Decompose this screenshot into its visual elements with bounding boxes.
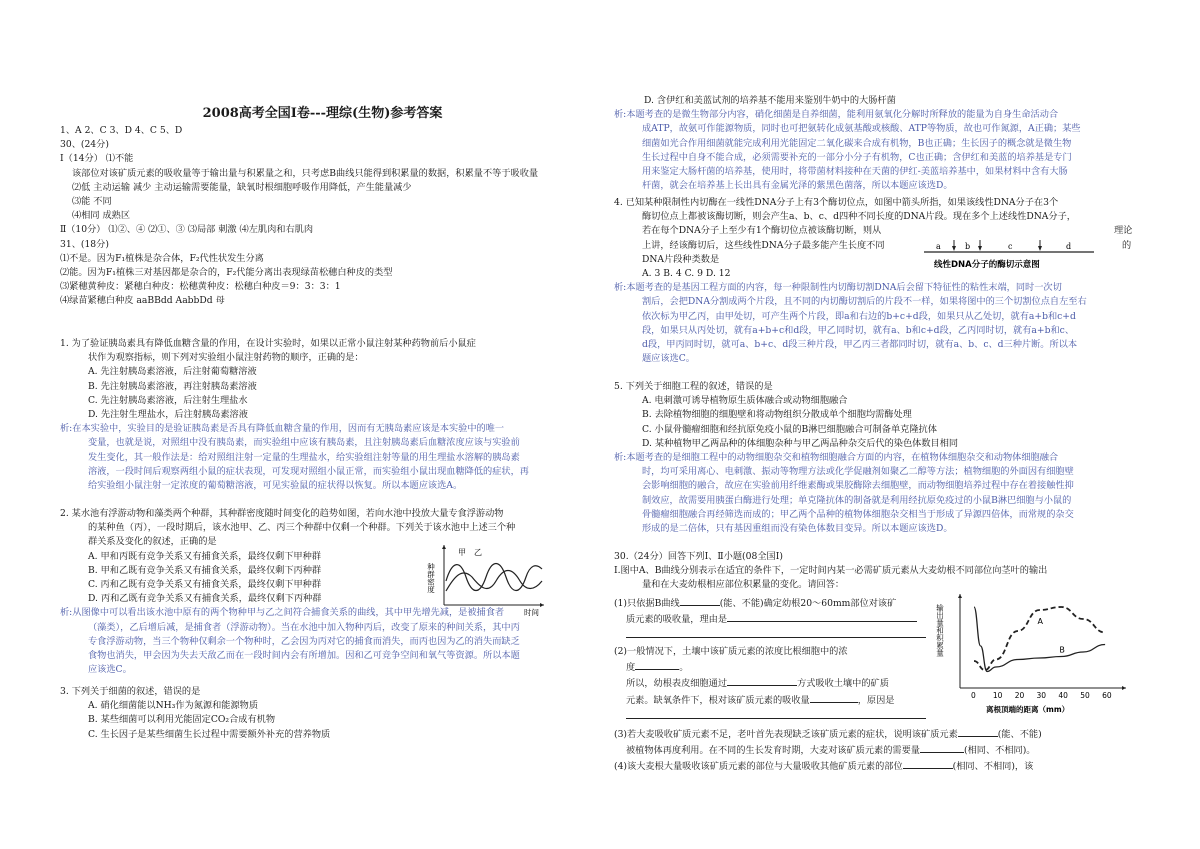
q30-head: 30.（24分）回答下列Ⅰ、Ⅱ小题(08全国Ⅰ) [614,551,783,562]
q2-option-c: C. 丙和乙既有竞争关系又有捕食关系，最终仅剩下甲种群 [88,579,322,591]
blank-1[interactable] [680,595,720,606]
q30-I-3: ⑶能 不同 [72,196,112,208]
fig-series-a: 甲 [458,548,466,557]
q30-s2f: 元素。缺氧条件下，根对该矿质元素的吸收量 [626,694,810,706]
q31-1: ⑴不是。因为F₁植株是杂合体，F₂代性状发生分离 [60,252,264,264]
chart-x-label: 离根顶端的距离（mm） [986,705,1070,714]
q30-s4a: (4)该大麦根大量吸收该矿质元素的部位与大量吸收其他矿质元素的部位 [614,761,903,773]
q3-option-d: D. 含伊红和美蓝试剂的培养基不能用来鉴别牛奶中的大肠杆菌 [644,95,896,106]
q2-option-a: A. 甲和丙既有竞争关系又有捕食关系，最终仅剩下甲种群 [88,550,321,562]
q3-ana-4: 用来鉴定大肠杆菌的培养基，使用时，将带菌材料接种在天菌的伊红-美蓝培养基中，如果材料中含有大肠 [642,166,1068,178]
q30-s2b: 度 [626,662,636,674]
q30-s2e: 方式吸收土壤中的矿质 [797,678,889,690]
fig-series-b: 乙 [474,548,482,557]
chart-series-label-b: B [1059,645,1065,655]
q5-option-b: B. 去除植物细胞的细胞壁和将动物组织分散成单个细胞均需酶处理 [642,409,912,421]
dna-label-c: c [1008,242,1013,251]
q3-ana-3: 生长过程中自身不能合成，必须需要补充的一部分小分子有机物，C也正确；含伊红和美蓝的培养基是专门 [642,151,1072,163]
q30-s2g: ，原因是 [857,694,895,706]
q30-II: Ⅱ（10分） ⑴②、④ ⑵①、③ ⑶局部 刺激 ⑷左肌肉和右肌肉 [60,224,314,236]
question-5 [614,380,1142,536]
q4-ana-3: 段，如果只从丙处切，就有a+b+c和d段，甲乙同时切，就有a、b和c+d段，乙丙同时切，就有a+b和c、 [642,324,1075,336]
blank-7[interactable] [626,708,926,719]
dna-label-a: a [936,242,941,251]
q4-ana-1: 割后，会把DNA分割成两个片段，且不同的内切酶切割后的片段不一样，如果将图中的三个切割位点自左至右 [642,296,1087,308]
q30-s4b: (相同、不相同)，该 [952,761,1034,773]
q30-answer-head: 30、(24分) [60,139,109,151]
blank-4[interactable] [635,659,679,670]
q2-ana-0: 析:从图像中可以看出该水池中原有的两个物种甲与乙之间符合捕食关系的曲线，其中甲先增先减，是被捕食者 [60,607,505,619]
q1-ana-1: 变量，也就是说，对照组中没有胰岛素，而实验组中应该有胰岛素，且注射胰岛素后血糖浓度应该与实验前 [88,437,520,449]
q5-stem: 5. 下列关于细胞工程的叙述，错误的是 [614,381,773,392]
q2-ana-3: 食物也消失，甲会因为失去天敌乙而在一段时间内会有所增加。因和乙可竞争空间和氧气等资源。所以本题 [88,650,520,662]
q30-I-4: ⑷相同 成熟区 [72,210,131,222]
blank-3[interactable] [626,627,926,638]
q1-ana-4: 给实验组小鼠注射一定浓度的葡萄糖溶液，可见实验鼠的症状得以恢复。所以本题应该选A。 [88,480,463,492]
q1-stem-2: 状作为观察指标，则下列对实验组小鼠注射药物的顺序，正确的是： [88,352,364,364]
q30-s2c: 。 [679,662,689,674]
chart-x-tick: 50 [1080,691,1090,700]
q1-option-c: C. 先注射胰岛素溶液，后注射生理盐水 [88,394,248,406]
q30-s3c-row [614,742,1142,758]
blank-10[interactable] [903,758,953,769]
q30-s3b: (能、不能) [997,728,1042,740]
chart-x-tick: 40 [1058,691,1068,700]
fig-x-label: 时间 [524,608,539,617]
q30-I-1: 该部位对该矿质元素的吸收量等于输出量与积累量之和，只考虑B曲线只能得到积累量的数据，积累量不等于吸收量 [72,167,539,179]
q3-option-a: A. 硝化细菌能以NH₃作为氮源和能源物质 [88,700,259,712]
q5-ana-0: 析:本题考查的是细胞工程中的动物细胞杂交和植物细胞融合方面的内容，在植物体细胞杂交和动物体细胞融合 [614,452,1059,464]
question-3-continued [614,94,1142,193]
page-title: 2008高考全国Ⅰ卷---理综(生物)参考答案 [202,106,443,121]
q4-options: A. 3 B. 4 C. 9 D. 12 [642,268,731,280]
chart-x-tick: 60 [1102,691,1112,700]
question-2 [60,507,585,677]
q5-analysis [614,451,1142,536]
blank-8[interactable] [958,726,998,737]
question-4 [614,196,1142,366]
chart-x-tick: 0 [971,691,976,700]
q2-ana-2: 专食浮游动物，当三个物种仅剩余一个物种时，乙会因为丙对它的捕食而消失，而丙也因为乙的消失而缺乏 [88,635,520,647]
q30-I-head: Ⅰ（14分） ⑴不能 [60,153,134,165]
q5-ana-1: 时，均可采用离心、电刺激、振动等物理方法或化学促融剂如聚乙二醇等方法；植物细胞的外面因有细胞壁 [642,466,1074,478]
q4-ana-4: d段，甲丙同时切，就可a、b+c、d段三种片段，甲乙丙三者都同时切，就有a、b、c、d三种片断。所以本 [642,339,1078,351]
q1-analysis [60,422,585,493]
q5-option-a: A. 电刺激可诱导植物原生质体融合或动物细胞融合 [642,395,848,407]
q30-s3-row [614,726,1142,742]
q3-analysis [614,108,1142,193]
q31-3: ⑶紧穗黄种皮：紧穗白种皮：松穗黄种皮：松穗白种皮＝9：3：3：1 [60,281,341,293]
dna-caption: 线性DNA分子的酶切示意图 [934,260,1040,270]
q1-ana-0: 析:在本实验中，实验目的是验证胰岛素是否具有降低血糖含量的作用，因而有无胰岛素应该是本实验中的唯一 [60,423,505,435]
q1-option-d: D. 先注射生理盐水，后注射胰岛素溶液 [88,409,248,421]
q2-ana-1: （藻类），乙后增后减，是捕食者（浮游动物）。当在水池中加入物种丙后，改变了原来的种间关系，其中丙 [88,621,520,633]
q1-option-b: B. 先注射胰岛素溶液，再注射胰岛素溶液 [88,380,257,392]
q3-ana-1: 成ATP，故氨可作能源物质，同时也可把氨转化成氨基酸或核酸、ATP等物质，故也可作氮源，A正确；某些 [642,123,1081,135]
q4-ana-5: 题应该选C。 [642,353,695,365]
q30-s1c: 质元素的吸收量，理由是 [626,613,728,625]
mc-answers: 1、A 2、C 3、D 4、C 5、D [60,125,183,136]
q4-ana-0: 析:本题考查的是基因工程方面的内容，每一种限制性内切酶切割DNA后会留下特征性的粘性末端，同时一次切 [614,282,1062,294]
chart-y-label: 输出量和积累量 [935,604,945,657]
q4-stem-1: 4. 已知某种限制性内切酶在一线性DNA分子上有3个酶切位点，如图中箭头所指，如果该线性DNA分子在3个 [614,197,1059,208]
q1-stem-1: 1. 为了验证胰岛素具有降低血糖含量的作用，在设计实验时，如果以正常小鼠注射某种药物前后小鼠症 [60,338,476,349]
population-density-figure [426,541,550,617]
q30-s1b: (能、不能)确定幼根20～60mm部位对该矿 [719,597,897,609]
blank-5[interactable] [727,675,797,686]
q4-ana-2: 依次标为甲乙丙，由甲处切，可产生两个片段，即a和右边的b+c+d段，如果只从乙处切，就有a+b和c+d [642,310,1076,322]
q1-ana-3: 溶液，一段时间后观察两组小鼠的症状表现，可发现对照组小鼠正常，而实验组小鼠出现血糖降低的症状，再 [88,465,529,477]
q30-intro-2: 量和在大麦幼根相应部位积累量的变化。请回答： [642,579,845,591]
q4-analysis [614,281,1142,366]
q1-ana-2: 发生变化，其一般作法是：给对照组注射一定量的生理盐水，给实验组注射等量的用生理盐水溶解的胰岛素 [88,451,520,463]
q30-s2d: 所以，幼根表皮细胞通过 [626,678,728,690]
chart-x-tick: 20 [1014,691,1025,700]
q4-stem-3b: 理论 [1114,225,1133,237]
q4-stem-3: 若在每个DNA分子上至少有1个酶切位点被该酶切断，则从 [642,225,882,237]
q30-s3d: (相同、不相同)。 [964,745,1036,757]
q5-option-d: D. 某种植物甲乙两品种的体细胞杂种与甲乙两品种杂交后代的染色体数目相同 [642,437,959,449]
q3-stem: 3. 下列关于细菌的叙述，错误的是 [60,686,201,697]
q3-ana-5: 杆菌，就会在培养基上长出具有金属光泽的紫黑色菌落，所以本题应该选D。 [642,180,953,192]
blank-9[interactable] [920,742,964,753]
q5-ana-4: 骨髓瘤细胞融合再经筛选而成的；甲乙两个品种的植物体细胞杂交相当于形成了异源四倍体，而常规的杂交 [642,508,1074,520]
q30-I-2: ⑵低 主动运输 减少 主动运输需要能量，缺氧时根细胞呼吸作用降低，产生能量减少 [72,181,412,193]
q4-stem-4b: 的 [1122,239,1132,251]
question-30 [614,550,1142,774]
q31-2: ⑵能。因为F₁植株三对基因都是杂合的，F₂代能分离出表现绿苗松穗白种皮的类型 [60,267,393,279]
answer-key [60,124,585,309]
chart-series-label-a: A [1037,617,1044,626]
q1-option-a: A. 先注射胰岛素溶液，后注射葡萄糖溶液 [88,366,257,378]
q2-ana-4: 应该选C。 [88,664,132,676]
q30-s2a: (2)一般情况下，土壤中该矿质元素的浓度比根细胞中的浓 [614,646,848,658]
q2-option-d: D. 丙和乙既有竞争关系又有捕食关系，最终仅剩下丙种群 [88,593,322,605]
dna-label-b: b [965,242,971,251]
q30-intro-1: Ⅰ.图中A、B曲线分别表示在适宜的条件下，一定时间内某一必需矿质元素从大麦幼根不同部位向茎叶的输出 [614,565,1048,577]
q5-ana-5: 形成的是二倍体，只有基因重组而没有染色体数目变异。所以本题应该选D。 [642,523,953,535]
q2-stem-3: 群关系及变化的叙述，正确的是 [88,536,217,548]
q3-option-c: C. 生长因子是某些细菌生长过程中需要额外补充的营养物质 [88,728,331,740]
q4-stem-5: DNA片段种类数是 [642,253,720,265]
q2-option-b: B. 甲和乙既有竞争关系又有捕食关系，最终仅剩下丙种群 [88,564,322,576]
q5-ana-2: 会影响细胞的融合，故应在实验前用纤维素酶或果胶酶除去细胞壁，而动物细胞培养过程中存在着接触性抑 [642,480,1074,492]
q4-stem-2: 酶切位点上都被该酶切断，则会产生a、b、c、d四种不同长度的DNA片段。现在多个上述线性DNA分子， [642,211,1076,223]
chart-x-tick: 30 [1036,691,1047,700]
q2-analysis [60,606,585,677]
dna-label-d: d [1066,242,1072,251]
q2-stem-2: 的某种鱼（丙），一段时期后，该水池甲、乙、丙三个种群中仅剩一个种群。下列关于该水池中上述三个种 [88,522,516,534]
q5-ana-3: 制效应，故需要用胰蛋白酶进行处理；单克隆抗体的制备就是利用经抗原免疫过的小鼠B淋巴细胞与小鼠的 [642,494,1072,506]
fig-y-label: 种群密度 [426,563,436,593]
chart-x-tick: 10 [992,691,1003,700]
q4-stem-4: 上讲，经该酶切后，这些线性DNA分子最多能产生长度不同 [642,239,885,251]
q31-answer-head: 31、(18分) [60,238,109,250]
q3-ana-2: 细菌如光合作用细菌就能完成利用光能固定二氧化碳来合成有机物，B也正确；生长因子的概念就是微生物 [642,137,1072,149]
q30-s4-row [614,758,1142,774]
q3-ana-0: 析:本题考查的是微生物部分内容，硝化细菌是自养细菌，能利用氨氧化分解时所释放的能量为自身生命活动合 [614,109,1059,121]
q31-4: ⑷绿苗紧穗白种皮 aaBBdd AabbDd 母 [60,295,225,307]
question-3 [60,685,585,742]
dna-cut-diagram [920,230,1098,272]
q3-option-b: B. 某些细菌可以利用光能固定CO₂合成有机物 [88,714,276,726]
q5-option-c: C. 小鼠骨髓瘤细胞和经抗原免疫小鼠的B淋巴细胞融合可制备单克隆抗体 [642,423,937,435]
q30-s3a: (3)若大麦吸收矿质元素不足，老叶首先表现缺乏该矿质元素的症状，说明该矿质元素 [614,728,958,740]
q2-stem-1: 2. 某水池有浮游动物和藻类两个种群，其种群密度随时间变化的趋势如图，若向水池中投放大量专食浮游动物 [60,508,504,519]
q30-s1a: (1)只依据B曲线 [614,597,680,609]
q30-s3c: 被植物体再度利用。在不同的生长发育时期，大麦对该矿质元素的需要量 [626,745,920,757]
question-1 [60,337,585,493]
mineral-chart [936,588,1136,718]
blank-6[interactable] [810,692,858,703]
blank-2[interactable] [727,611,917,622]
